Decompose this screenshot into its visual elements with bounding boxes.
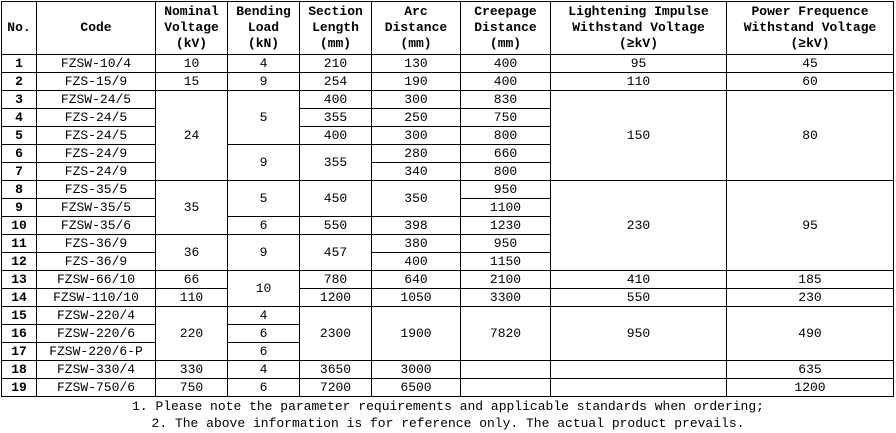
- header-row: [2, 2, 894, 55]
- cell-arc: 640: [372, 271, 461, 289]
- table-row: [2, 289, 894, 307]
- cell-no: 18: [2, 361, 37, 379]
- header-load: Bending Load (kN): [228, 2, 300, 55]
- cell-no: 10: [2, 217, 37, 235]
- cell-section: 3650: [300, 361, 372, 379]
- cell-arc: 280: [372, 145, 461, 163]
- cell-code: FZSW-110/10: [37, 289, 156, 307]
- footnote-2: 2. The above information is for reference only. The actual product prevails.: [151, 416, 745, 431]
- table-row: [2, 181, 894, 199]
- cell-voltage: 24: [156, 91, 228, 181]
- cell-impulse: 110: [551, 73, 727, 91]
- header-impulse: Lightening Impulse Withstand Voltage (≥kV): [551, 2, 727, 55]
- cell-arc: 190: [372, 73, 461, 91]
- cell-creepage: 830: [461, 91, 551, 109]
- cell-power: 490: [727, 307, 894, 361]
- footnote-1: 1. Please note the parameter requirements and applicable standards when ordering;: [132, 399, 764, 414]
- table-row: [2, 91, 894, 109]
- cell-load: 5: [228, 181, 300, 217]
- cell-code: FZSW-66/10: [37, 271, 156, 289]
- cell-load: 6: [228, 325, 300, 343]
- cell-voltage: 35: [156, 181, 228, 235]
- cell-power: 635: [727, 361, 894, 379]
- cell-creepage: 400: [461, 55, 551, 73]
- table-row: [2, 307, 894, 325]
- cell-voltage: 220: [156, 307, 228, 361]
- cell-arc: 350: [372, 181, 461, 217]
- cell-section: 400: [300, 91, 372, 109]
- cell-section: 254: [300, 73, 372, 91]
- header-arc: Arc Distance (mm): [372, 2, 461, 55]
- cell-load: 4: [228, 307, 300, 325]
- cell-creepage: 2100: [461, 271, 551, 289]
- cell-load: 9: [228, 145, 300, 181]
- cell-code: FZSW-220/4: [37, 307, 156, 325]
- cell-no: 5: [2, 127, 37, 145]
- cell-code: FZS-36/9: [37, 253, 156, 271]
- cell-load: 4: [228, 55, 300, 73]
- cell-arc: 250: [372, 109, 461, 127]
- cell-impulse: 550: [551, 289, 727, 307]
- header-creepage: Creepage Distance (mm): [461, 2, 551, 55]
- header-power: Power Frequence Withstand Voltage (≥kV): [727, 2, 894, 55]
- cell-section: 457: [300, 235, 372, 271]
- cell-arc: 6500: [372, 379, 461, 397]
- cell-power: 230: [727, 289, 894, 307]
- cell-arc: 130: [372, 55, 461, 73]
- cell-load: 6: [228, 217, 300, 235]
- cell-arc: 400: [372, 253, 461, 271]
- header-code: Code: [37, 2, 156, 55]
- cell-load: 6: [228, 343, 300, 361]
- cell-code: FZSW-220/6-P: [37, 343, 156, 361]
- cell-no: 17: [2, 343, 37, 361]
- cell-voltage: 10: [156, 55, 228, 73]
- table-row: [2, 379, 894, 397]
- cell-impulse: [551, 379, 727, 397]
- cell-section: 210: [300, 55, 372, 73]
- cell-section: 1200: [300, 289, 372, 307]
- cell-creepage: 1150: [461, 253, 551, 271]
- cell-section: 355: [300, 145, 372, 181]
- cell-creepage: 800: [461, 127, 551, 145]
- cell-load: 9: [228, 235, 300, 271]
- cell-voltage: 66: [156, 271, 228, 289]
- header-voltage: Nominal Voltage (kV): [156, 2, 228, 55]
- header-section: Section Length (mm): [300, 2, 372, 55]
- cell-arc: 300: [372, 127, 461, 145]
- cell-no: 14: [2, 289, 37, 307]
- cell-load: 9: [228, 73, 300, 91]
- cell-load: 10: [228, 271, 300, 307]
- cell-arc: 1050: [372, 289, 461, 307]
- cell-section: 355: [300, 109, 372, 127]
- cell-no: 19: [2, 379, 37, 397]
- cell-section: 780: [300, 271, 372, 289]
- cell-code: FZS-24/9: [37, 163, 156, 181]
- cell-creepage: [461, 379, 551, 397]
- cell-code: FZSW-750/6: [37, 379, 156, 397]
- cell-impulse: [551, 361, 727, 379]
- cell-no: 13: [2, 271, 37, 289]
- cell-creepage: 950: [461, 235, 551, 253]
- cell-voltage: 110: [156, 289, 228, 307]
- cell-creepage: 7820: [461, 307, 551, 361]
- spec-table: [1, 1, 894, 397]
- cell-no: 16: [2, 325, 37, 343]
- cell-creepage: 3300: [461, 289, 551, 307]
- cell-impulse: 410: [551, 271, 727, 289]
- cell-code: FZS-36/9: [37, 235, 156, 253]
- cell-no: 1: [2, 55, 37, 73]
- cell-creepage: 1100: [461, 199, 551, 217]
- cell-section: 450: [300, 181, 372, 217]
- table-row: [2, 55, 894, 73]
- cell-no: 7: [2, 163, 37, 181]
- cell-creepage: 950: [461, 181, 551, 199]
- table-row: [2, 73, 894, 91]
- cell-no: 2: [2, 73, 37, 91]
- cell-section: 550: [300, 217, 372, 235]
- cell-code: FZSW-10/4: [37, 55, 156, 73]
- cell-arc: 3000: [372, 361, 461, 379]
- cell-impulse: 95: [551, 55, 727, 73]
- cell-arc: 380: [372, 235, 461, 253]
- cell-impulse: 230: [551, 181, 727, 271]
- cell-arc: 1900: [372, 307, 461, 361]
- cell-no: 3: [2, 91, 37, 109]
- table-row: [2, 361, 894, 379]
- cell-code: FZS-35/5: [37, 181, 156, 199]
- cell-code: FZS-24/5: [37, 127, 156, 145]
- cell-voltage: 330: [156, 361, 228, 379]
- cell-code: FZSW-24/5: [37, 91, 156, 109]
- cell-no: 9: [2, 199, 37, 217]
- cell-no: 15: [2, 307, 37, 325]
- footnotes: [0, 398, 896, 432]
- cell-load: 5: [228, 91, 300, 145]
- cell-no: 6: [2, 145, 37, 163]
- cell-section: 7200: [300, 379, 372, 397]
- cell-impulse: 150: [551, 91, 727, 181]
- cell-no: 11: [2, 235, 37, 253]
- cell-code: FZSW-330/4: [37, 361, 156, 379]
- cell-creepage: 800: [461, 163, 551, 181]
- cell-arc: 398: [372, 217, 461, 235]
- cell-creepage: 1230: [461, 217, 551, 235]
- header-no: No.: [2, 2, 37, 55]
- cell-creepage: 750: [461, 109, 551, 127]
- cell-code: FZSW-35/6: [37, 217, 156, 235]
- cell-section: 400: [300, 127, 372, 145]
- cell-code: FZSW-35/5: [37, 199, 156, 217]
- cell-no: 12: [2, 253, 37, 271]
- cell-voltage: 750: [156, 379, 228, 397]
- cell-code: FZS-15/9: [37, 73, 156, 91]
- cell-creepage: 400: [461, 73, 551, 91]
- cell-voltage: 15: [156, 73, 228, 91]
- cell-power: 95: [727, 181, 894, 271]
- cell-power: 1200: [727, 379, 894, 397]
- cell-code: FZS-24/9: [37, 145, 156, 163]
- cell-section: 2300: [300, 307, 372, 361]
- cell-load: 4: [228, 361, 300, 379]
- cell-creepage: [461, 361, 551, 379]
- cell-code: FZSW-220/6: [37, 325, 156, 343]
- cell-no: 4: [2, 109, 37, 127]
- cell-power: 60: [727, 73, 894, 91]
- cell-impulse: 950: [551, 307, 727, 361]
- cell-power: 45: [727, 55, 894, 73]
- cell-creepage: 660: [461, 145, 551, 163]
- cell-load: 6: [228, 379, 300, 397]
- cell-arc: 340: [372, 163, 461, 181]
- cell-voltage: 36: [156, 235, 228, 271]
- cell-arc: 300: [372, 91, 461, 109]
- cell-power: 185: [727, 271, 894, 289]
- table-row: [2, 271, 894, 289]
- cell-no: 8: [2, 181, 37, 199]
- cell-code: FZS-24/5: [37, 109, 156, 127]
- cell-power: 80: [727, 91, 894, 181]
